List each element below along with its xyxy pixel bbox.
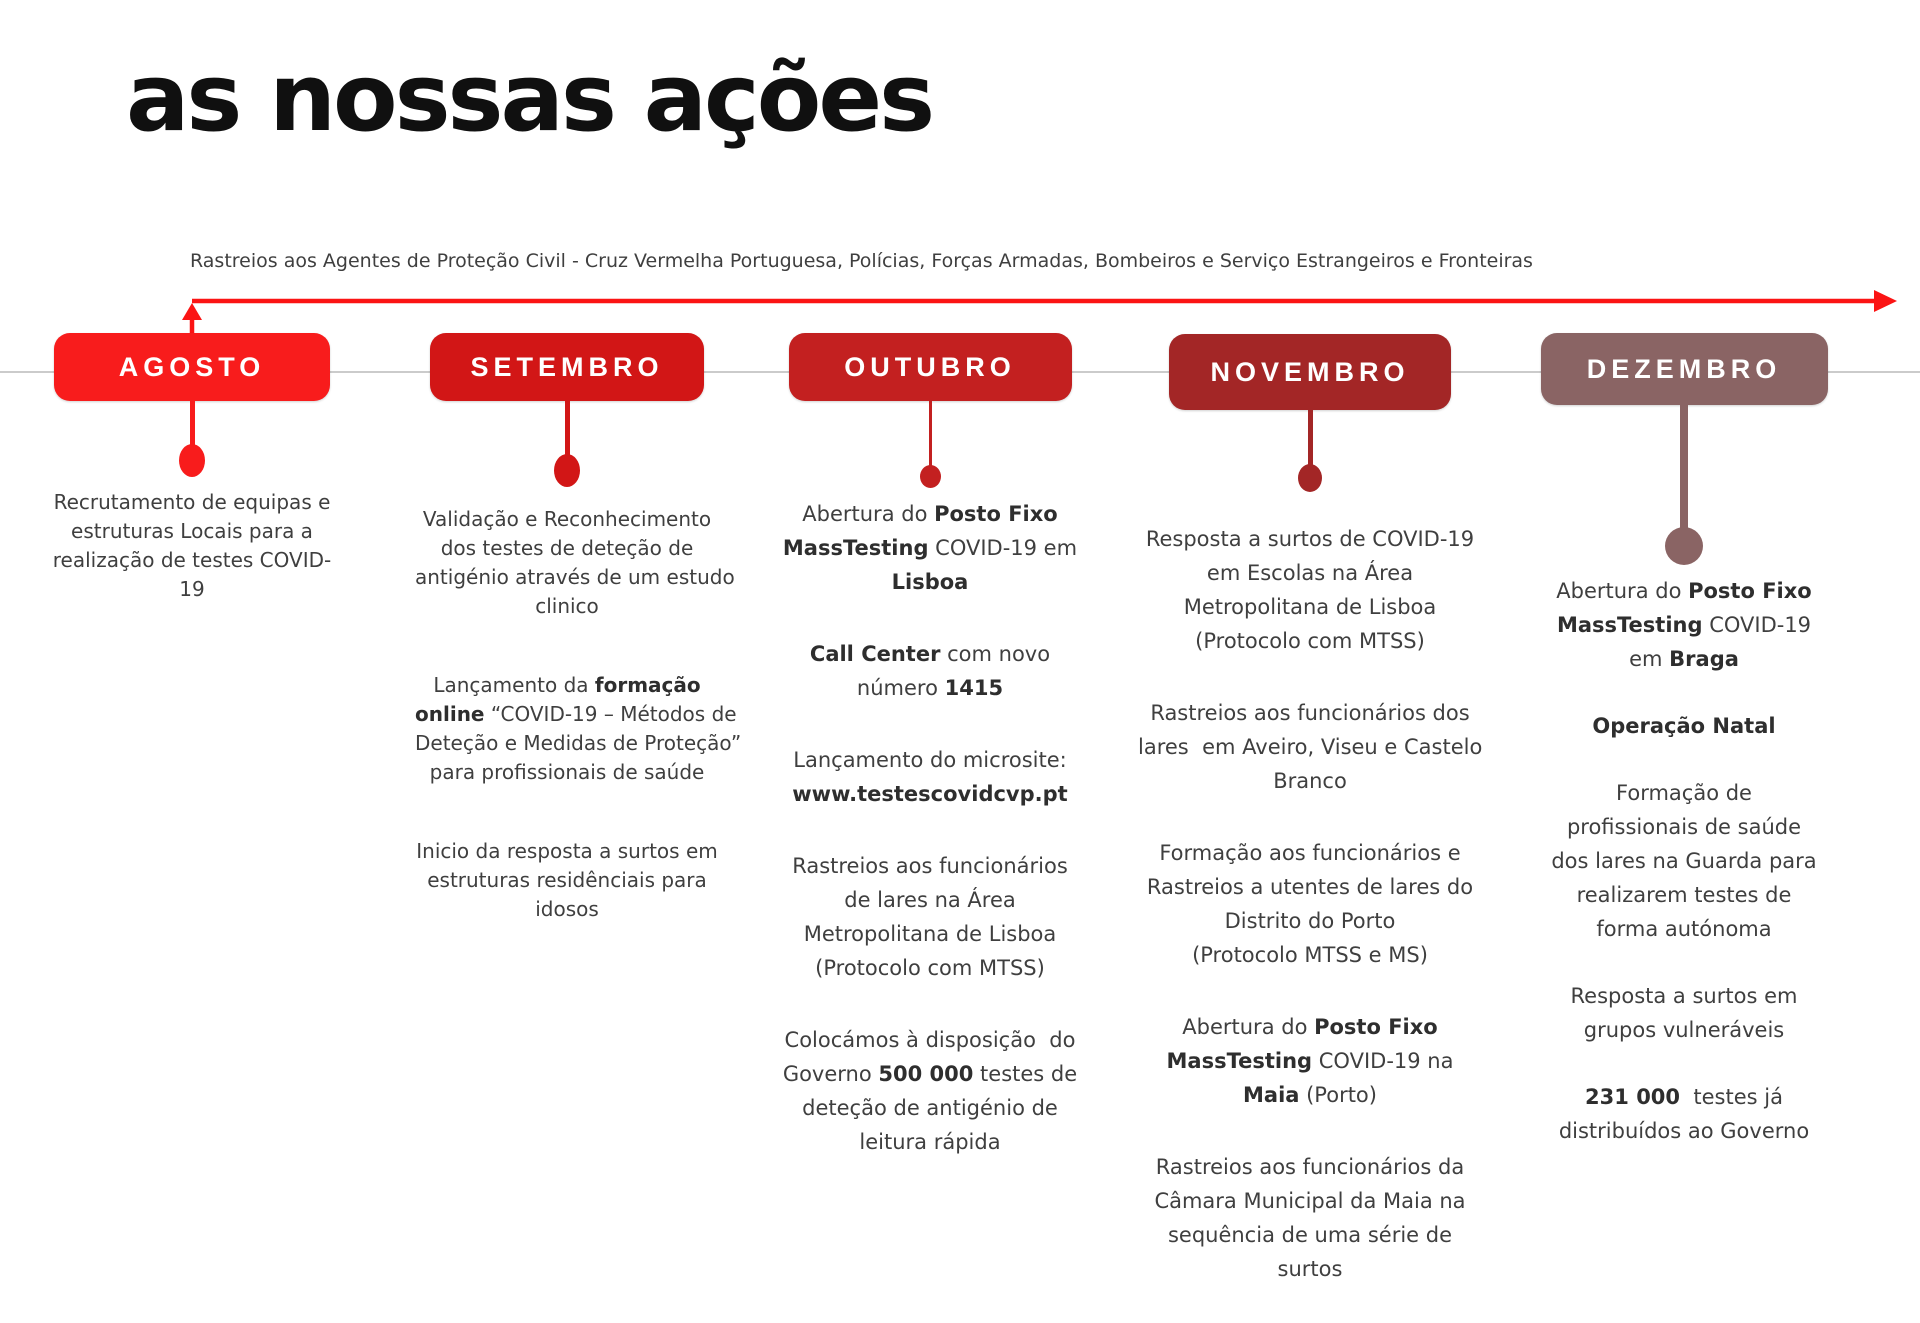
month-label: AGOSTO — [118, 351, 266, 382]
action-paragraph: Call Center com novo número 1415 — [809, 642, 1051, 700]
banner-text: Rastreios aos Agentes de Proteção Civil - Cruz Vermelha Portuguesa, Polícias, Forças Armadas, Bombeiros e Serviço Estrangeiros e Fronteiras — [190, 250, 1533, 272]
action-paragraph: Recrutamento de equipas e estruturas Locais para a realização de testes COVID- 19 — [52, 490, 332, 601]
action-paragraph: Rastreios aos funcionários da Câmara Municipal da Maia na sequência de uma série de surtos — [1154, 1155, 1466, 1281]
action-paragraph: Formação aos funcionários e Rastreios a utentes de lares do Distrito do Porto (Protocolo MTSS e MS) — [1146, 841, 1474, 967]
action-paragraph: Validação e Reconhecimento dos testes de deteção de antigénio através de um estudo clinico — [415, 507, 735, 618]
action-paragraph: Rastreios aos funcionários dos lares em Aveiro, Viseu e Castelo Branco — [1138, 701, 1483, 793]
month-actions-text — [1138, 522, 1482, 1323]
action-paragraph: Colocámos à disposição do Governo 500 000 testes de deteção de antigénio de leitura rápida — [782, 1028, 1078, 1154]
action-paragraph: Resposta a surtos de COVID-19 em Escolas na Área Metropolitana de Lisboa (Protocolo com MTSS) — [1145, 527, 1475, 653]
month-label: DEZEMBRO — [1586, 353, 1782, 384]
month-dot — [179, 444, 205, 477]
month-badge — [1169, 334, 1451, 410]
month-stem — [1308, 410, 1313, 465]
action-paragraph: Abertura do Posto Fixo MassTesting COVID-19 em Braga — [1556, 579, 1812, 671]
month-dot — [1665, 527, 1703, 565]
month-actions-text — [772, 497, 1088, 1197]
month-dot — [554, 454, 580, 487]
month-label: SETEMBRO — [470, 351, 664, 382]
action-paragraph: Operação Natal — [1592, 714, 1776, 738]
month-stem — [929, 401, 932, 466]
action-paragraph: Lançamento do microsite: www.testescovidcvp.pt — [792, 748, 1068, 806]
action-paragraph: Resposta a surtos em grupos vulneráveis — [1570, 984, 1798, 1042]
action-paragraph: Lançamento da formação online “COVID-19 – Métodos de Deteção e Medidas de Proteção” para profissionais de saúde — [415, 673, 742, 784]
action-paragraph: 231 000 testes já distribuídos ao Governo — [1558, 1085, 1810, 1143]
month-dot — [920, 465, 941, 488]
month-stem — [1680, 405, 1688, 528]
month-actions-text — [40, 488, 344, 642]
action-paragraph: Abertura do Posto Fixo MassTesting COVID-19 na Maia (Porto) — [1166, 1015, 1454, 1107]
month-actions-text — [1522, 574, 1846, 1181]
action-paragraph: Abertura do Posto Fixo MassTesting COVID-19 em Lisboa — [782, 502, 1078, 594]
month-dot — [1298, 464, 1322, 492]
month-badge — [54, 333, 330, 401]
month-actions-text — [415, 505, 742, 974]
month-label: NOVEMBRO — [1210, 356, 1410, 387]
month-label: OUTUBRO — [844, 351, 1016, 382]
arrow-line — [182, 290, 1897, 333]
action-paragraph: Formação de profissionais de saúde dos lares na Guarda para realizarem testes de forma autónoma — [1551, 781, 1817, 941]
month-stem — [190, 401, 195, 447]
page-title: as nossas ações — [126, 44, 933, 153]
action-paragraph: Inicio da resposta a surtos em estruturas residênciais para idosos — [416, 839, 718, 921]
action-paragraph: Rastreios aos funcionários de lares na Área Metropolitana de Lisboa (Protocolo com MTSS) — [792, 854, 1068, 980]
month-stem — [565, 401, 570, 456]
month-badge — [1541, 333, 1828, 405]
month-badge — [789, 333, 1072, 401]
month-badge — [430, 333, 704, 401]
